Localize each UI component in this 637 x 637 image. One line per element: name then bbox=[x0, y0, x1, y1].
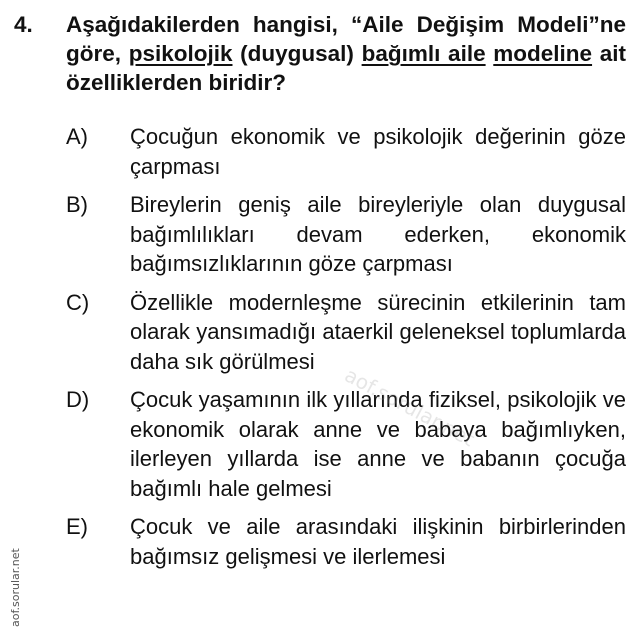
option-c[interactable] bbox=[14, 288, 626, 377]
question-text-part: Aşağıdakilerden hangisi, “Aile Değişim Modeli”ne göre, bbox=[66, 12, 626, 66]
option-e[interactable] bbox=[14, 512, 626, 571]
option-letter: A) bbox=[66, 124, 88, 149]
option-letter: E) bbox=[66, 514, 88, 539]
option-d[interactable] bbox=[14, 385, 626, 503]
side-watermark: aof.sorular.net bbox=[9, 548, 22, 627]
question-text-part: (duygusal) bbox=[232, 41, 362, 66]
question-stem bbox=[14, 10, 626, 97]
answer-options bbox=[14, 122, 626, 571]
question-text-underlined: modeline bbox=[493, 41, 593, 66]
question-text-underlined: psikolojik bbox=[128, 41, 233, 66]
option-text: Çocuk ve aile arasındaki ilişkinin birbirlerinden bağımsız gelişmesi ve ilerlemesi bbox=[130, 514, 626, 569]
center-watermark: aof.sorular.net bbox=[340, 362, 479, 452]
question-text-part: ait özelliklerden biridir? bbox=[66, 41, 627, 95]
option-letter: C) bbox=[66, 289, 90, 315]
option-text: Çocuğun ekonomik ve psikolojik değerinin göze çarpması bbox=[130, 124, 626, 179]
question-text bbox=[66, 10, 626, 97]
option-a[interactable] bbox=[14, 122, 626, 181]
option-letter: B) bbox=[66, 192, 88, 217]
option-text: Bireylerin geniş aile bireyleriyle olan duygusal bağımlılıkları devam ederken, ekonomik bağımsızlıklarının göze çarpması bbox=[130, 192, 626, 276]
question-block bbox=[14, 10, 626, 580]
option-text: Çocuk yaşamının ilk yıllarında fiziksel, psikolojik ve ekonomik olarak anne ve babaya bağımlıyken, ilerleyen yıllarda ise anne ve babanın çocuğa bağımlı hale gelmesi bbox=[130, 387, 626, 501]
option-text: Özellikle modernleşme sürecinin etkilerinin tam olarak yansımadığı ataerkil geleneksel toplumlarda daha sık görülmesi bbox=[130, 289, 626, 374]
question-text-underlined: bağımlı aile bbox=[361, 41, 486, 66]
option-b[interactable] bbox=[14, 190, 626, 279]
option-letter: D) bbox=[66, 387, 90, 412]
question-number: 4. bbox=[14, 12, 33, 37]
